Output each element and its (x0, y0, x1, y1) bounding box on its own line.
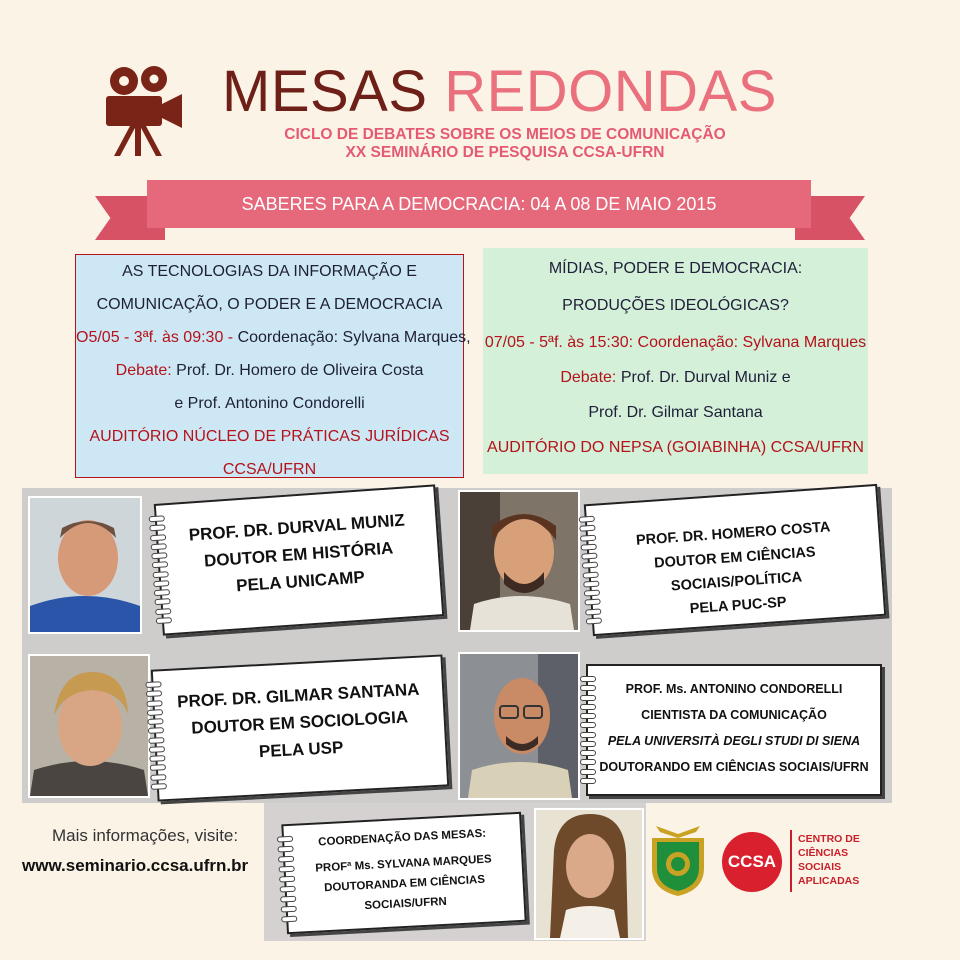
homero-photo (458, 490, 580, 632)
event-2-title-line-1: MÍDIAS, PODER E DEMOCRACIA: (548, 260, 803, 277)
gilmar-photo (28, 654, 150, 798)
homero-institution: PELA PUC-SP (689, 594, 788, 618)
ccsa-line-1: CENTRO DE (798, 833, 860, 845)
ccsa-line-3: SOCIAIS (798, 861, 842, 873)
info-label: Mais informações, visite: (52, 826, 239, 845)
subtitle-line-2: XX SEMINÁRIO DE PESQUISA CCSA-UFRN (345, 144, 665, 161)
event-1-venue-line-2: CCSA/UFRN (222, 461, 317, 478)
page-title (222, 58, 777, 125)
antonino-photo (458, 652, 580, 800)
ccsa-name (798, 832, 860, 888)
event-2-box (483, 248, 868, 474)
homero-card (584, 484, 886, 636)
gilmar-degree: DOUTOR EM SOCIOLOGIA (190, 707, 409, 738)
coordination-name: PROFª Ms. SYLVANA MARQUES (315, 853, 493, 875)
event-1-date: O5/05 - 3ªf. às 09:30 - (76, 329, 234, 346)
title-part-2: REDONDAS (444, 59, 777, 124)
antonino-degree: DOUTORANDO EM CIÊNCIAS SOCIAIS/UFRN (599, 760, 869, 774)
ufrn-crest-icon (646, 820, 710, 898)
homero-name: PROF. DR. HOMERO COSTA (635, 519, 831, 549)
event-2-venue: AUDITÓRIO DO NEPSA (GOIABINHA) CCSA/UFRN (487, 439, 864, 456)
ccsa-divider (790, 830, 792, 892)
gilmar-name: PROF. DR. GILMAR SANTANA (176, 679, 420, 712)
event-2-title-line-2: PRODUÇÕES IDEOLÓGICAS? (562, 297, 789, 314)
ccsa-line-2: CIÊNCIAS (798, 847, 849, 859)
website-link[interactable]: www.seminario.ccsa.ufrn.br (22, 856, 249, 875)
durval-institution: PELA UNICAMP (235, 567, 366, 596)
event-2-debate-label: Debate: (560, 369, 617, 386)
ccsa-line-4: APLICADAS (798, 875, 860, 887)
durval-name: PROF. DR. DURVAL MUNIZ (188, 510, 406, 545)
banner-ribbon: SABERES PARA A DEMOCRACIA: 04 A 08 DE MAIO 2015 (147, 180, 811, 228)
gilmar-institution: PELA USP (258, 737, 344, 762)
antonino-name: PROF. Ms. ANTONINO CONDORELLI (625, 682, 843, 696)
antonino-role: CIENTISTA DA COMUNICAÇÃO (641, 708, 827, 722)
coordination-role: DOUTORANDA EM CIÊNCIAS SOCIAIS/UFRN (323, 873, 486, 913)
homero-degree: DOUTOR EM CIÊNCIAS SOCIAIS/POLÍTICA (653, 544, 817, 595)
subtitle-line-1: CICLO DE DEBATES SOBRE OS MEIOS DE COMUNICAÇÃO (284, 126, 726, 143)
sylvana-photo (534, 808, 644, 940)
event-2-date-coord: 07/05 - 5ªf. às 15:30: Coordenação: Sylvana Marques (484, 334, 867, 351)
film-camera-icon (100, 64, 186, 158)
antonino-institution: PELA UNIVERSITÀ DEGLI STUDI DI SIENA (607, 734, 861, 748)
coordination-title: COORDENAÇÃO DAS MESAS: (317, 827, 487, 849)
durval-card (154, 484, 445, 635)
event-2-debate-names-2: Prof. Dr. Gilmar Santana (588, 404, 763, 421)
event-1-debate-label: Debate: (115, 362, 172, 379)
event-1-box (75, 254, 471, 478)
event-1-title-line-2: COMUNICAÇÃO, O PODER E A DEMOCRACIA (96, 296, 443, 313)
gilmar-card (151, 654, 450, 801)
event-2-debate-names: Prof. Dr. Durval Muniz e (620, 369, 791, 386)
title-part-1: MESAS (222, 59, 428, 124)
event-1-coord: Coordenação: Sylvana Marques, (237, 329, 471, 346)
event-1-debate-names-2: e Prof. Antonino Condorelli (174, 395, 365, 412)
durval-degree: DOUTOR EM HISTÓRIA (203, 538, 394, 571)
ccsa-logo: CCSA (722, 832, 782, 892)
event-1-debate-names: Prof. Dr. Homero de Oliveira Costa (176, 362, 424, 379)
event-1-title-line-1: AS TECNOLOGIAS DA INFORMAÇÃO E (122, 263, 417, 280)
durval-photo (28, 496, 142, 634)
antonino-card (586, 664, 882, 796)
coordination-card (281, 812, 526, 934)
event-1-venue-line-1: AUDITÓRIO NÚCLEO DE PRÁTICAS JURÍDICAS (89, 428, 450, 445)
